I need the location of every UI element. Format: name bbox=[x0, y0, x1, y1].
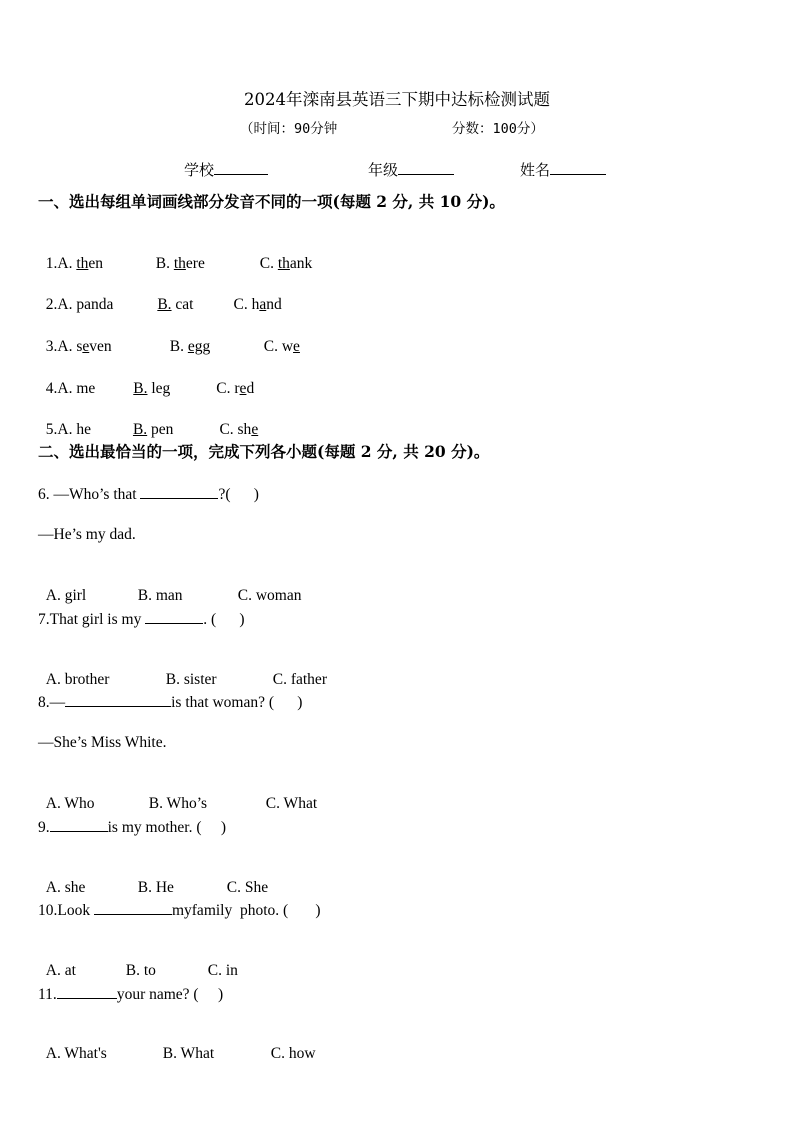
q11-option-a[interactable]: A. What's bbox=[45, 1045, 107, 1062]
q5-option-a[interactable]: 5.A. he bbox=[45, 421, 91, 438]
q1-option-b[interactable]: B. there bbox=[155, 255, 205, 272]
q3-option-b[interactable]: B. egg bbox=[169, 338, 211, 355]
question-5 bbox=[38, 400, 258, 440]
school-label: 学校 bbox=[184, 161, 215, 179]
question-7-options bbox=[38, 650, 327, 690]
question-6-options bbox=[38, 566, 301, 606]
q6-option-c[interactable]: C. woman bbox=[237, 587, 302, 604]
q4-option-a[interactable]: 4.A. me bbox=[45, 380, 96, 397]
question-3 bbox=[38, 317, 300, 357]
question-4 bbox=[38, 359, 254, 399]
question-2 bbox=[38, 275, 282, 315]
q9-option-b[interactable]: B. He bbox=[137, 879, 174, 896]
grade-blank[interactable] bbox=[398, 159, 454, 175]
question-1 bbox=[38, 234, 312, 274]
time-label: （时间：90分钟 bbox=[240, 121, 338, 137]
q6-option-b[interactable]: B. man bbox=[137, 587, 183, 604]
q9-option-a[interactable]: A. she bbox=[45, 879, 86, 896]
q11-option-b[interactable]: B. What bbox=[162, 1045, 215, 1062]
q4-option-b[interactable]: B. leg bbox=[133, 380, 171, 397]
q3-option-c[interactable]: C. we bbox=[263, 338, 300, 355]
q11-option-c[interactable]: C. how bbox=[270, 1045, 316, 1062]
q8-option-c[interactable]: C. What bbox=[265, 795, 318, 812]
q6-option-a[interactable]: A. girl bbox=[45, 587, 87, 604]
q3-option-a[interactable]: 3.A. seven bbox=[45, 338, 112, 355]
q2-option-c[interactable]: C. hand bbox=[233, 296, 282, 313]
q11-blank[interactable] bbox=[57, 983, 117, 999]
q5-option-b[interactable]: B. pen bbox=[132, 421, 174, 438]
question-11-stem: 11. your name? ( ) bbox=[38, 983, 223, 1005]
q10-blank[interactable] bbox=[94, 899, 172, 915]
q7-option-b[interactable]: B. sister bbox=[165, 671, 217, 688]
q2-option-b[interactable]: B. cat bbox=[157, 296, 194, 313]
q10-option-a[interactable]: A. at bbox=[45, 962, 76, 979]
q10-option-c[interactable]: C. in bbox=[207, 962, 238, 979]
question-8-reply: —She’s Miss White. bbox=[38, 734, 167, 751]
q4-option-c[interactable]: C. red bbox=[216, 380, 255, 397]
school-blank[interactable] bbox=[214, 159, 268, 175]
question-9-stem: 9. is my mother. ( ) bbox=[38, 816, 226, 838]
q1-option-c[interactable]: C. thank bbox=[259, 255, 313, 272]
q7-blank[interactable] bbox=[145, 608, 203, 624]
grade-label: 年级 bbox=[368, 161, 399, 179]
question-8-stem: 8.— is that woman? ( ) bbox=[38, 691, 302, 713]
question-11-options bbox=[38, 1024, 316, 1064]
q7-option-a[interactable]: A. brother bbox=[45, 671, 110, 688]
question-10-stem: 10.Look myfamily photo. ( ) bbox=[38, 899, 321, 921]
question-6-stem: 6. —Who’s that ?( ) bbox=[38, 483, 259, 505]
section-1-heading: 一、选出每组单词画线部分发音不同的一项(每题 2 分, 共 10 分)。 bbox=[38, 192, 505, 211]
question-9-options bbox=[38, 858, 268, 898]
question-8-options bbox=[38, 774, 317, 814]
q10-option-b[interactable]: B. to bbox=[125, 962, 156, 979]
section-2-heading: 二、选出最恰当的一项，完成下列各小题(每题 2 分, 共 20 分)。 bbox=[38, 442, 490, 461]
q9-blank[interactable] bbox=[50, 816, 108, 832]
q7-option-c[interactable]: C. father bbox=[272, 671, 327, 688]
page-title: 2024年滦南县英语三下期中达标检测试题 bbox=[244, 90, 550, 109]
question-7-stem: 7.That girl is my . ( ) bbox=[38, 608, 245, 630]
name-blank[interactable] bbox=[550, 159, 606, 175]
name-label: 姓名 bbox=[520, 161, 551, 179]
q5-option-c[interactable]: C. she bbox=[219, 421, 259, 438]
q8-option-a[interactable]: A. Who bbox=[45, 795, 95, 812]
grade-field bbox=[368, 159, 454, 180]
question-6-reply: —He’s my dad. bbox=[38, 526, 136, 543]
q2-option-a[interactable]: 2.A. panda bbox=[45, 296, 114, 313]
q8-option-b[interactable]: B. Who’s bbox=[148, 795, 208, 812]
q6-blank[interactable] bbox=[140, 483, 218, 499]
name-field bbox=[520, 159, 606, 180]
q1-option-a[interactable]: 1.A. then bbox=[45, 255, 104, 272]
school-field bbox=[184, 159, 268, 180]
score-label: 分数：100分） bbox=[452, 121, 544, 137]
question-10-options bbox=[38, 941, 238, 981]
q8-blank[interactable] bbox=[65, 691, 171, 707]
q9-option-c[interactable]: C. She bbox=[226, 879, 269, 896]
